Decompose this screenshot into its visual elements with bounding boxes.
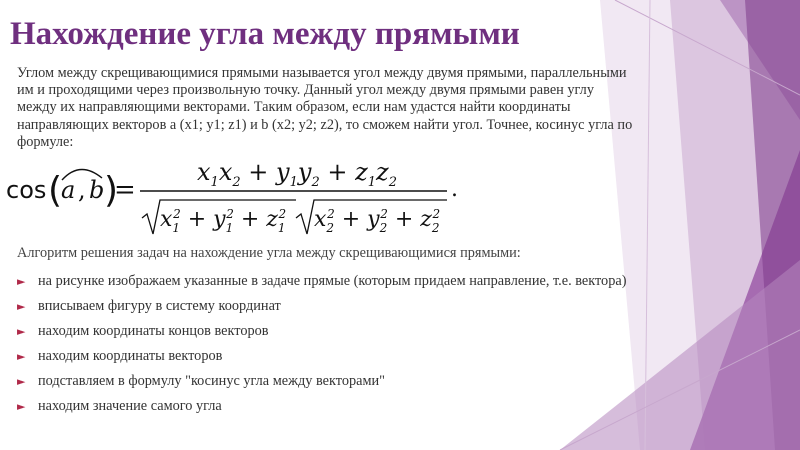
formula-vec-b: b [89,176,105,204]
bullet-arrow-icon: ► [17,275,26,288]
formula-left-paren: ( [48,170,63,211]
list-item [17,273,627,290]
formula-comma: , [78,176,86,204]
bullet-arrow-icon: ► [17,375,26,388]
formula-period: . [451,177,458,202]
step-text: находим значение самого угла [38,398,222,414]
formula-numerator [197,158,397,190]
algorithm-steps [17,273,627,423]
formula-lhs [6,169,136,211]
step-text: подставляем в формулу "косинус угла между векторами" [38,373,385,389]
step-text: находим координаты векторов [38,348,223,364]
list-item [17,298,627,315]
formula-denominator [142,200,447,235]
bullet-arrow-icon: ► [17,400,26,413]
slide-title: Нахождение угла между прямыми [10,16,520,52]
bullet-arrow-icon: ► [17,325,26,338]
step-text: находим координаты концов векторов [38,323,269,339]
formula-vec-a: a [61,176,76,204]
formula-cos: cos [6,176,47,204]
denominator-left: $x_12 + y_12 + z_12$ [160,207,287,235]
cosine-formula [0,150,470,240]
list-item [17,348,627,365]
numerator-term: $x_1x_2 + y_1y_2 + z_1z_2$ [197,158,397,190]
bullet-arrow-icon: ► [17,350,26,363]
list-item [17,398,627,415]
step-text: вписываем фигуру в систему координат [38,298,281,314]
denominator-right: $x_22 + y_22 + z_22$ [314,207,441,235]
intro-paragraph: Углом между скрещивающимися прямыми называется угол между двумя прямыми, параллельными им и проходящими через произвольную точку. Данный угол между двумя прямыми равен углу между их направляющими векторами. Таким образом, если нам удастся найти координаты направляющих векторов a (x1; y1; z1) и b (x2; y2; z2), то сможем найти угол. Точнее, косинус угла по формуле: [17,65,633,150]
bullet-arrow-icon: ► [17,300,26,313]
step-text: на рисунке изображаем указанные в задаче прямые (которым придаем направление, т.е. вектора) [38,273,627,289]
algorithm-title: Алгоритм решения задач на нахождение угла между скрещивающимися прямыми: [17,245,521,261]
list-item [17,373,627,390]
formula-equals: = [114,175,136,205]
list-item [17,323,627,340]
formula-right-paren: ) [104,170,119,211]
